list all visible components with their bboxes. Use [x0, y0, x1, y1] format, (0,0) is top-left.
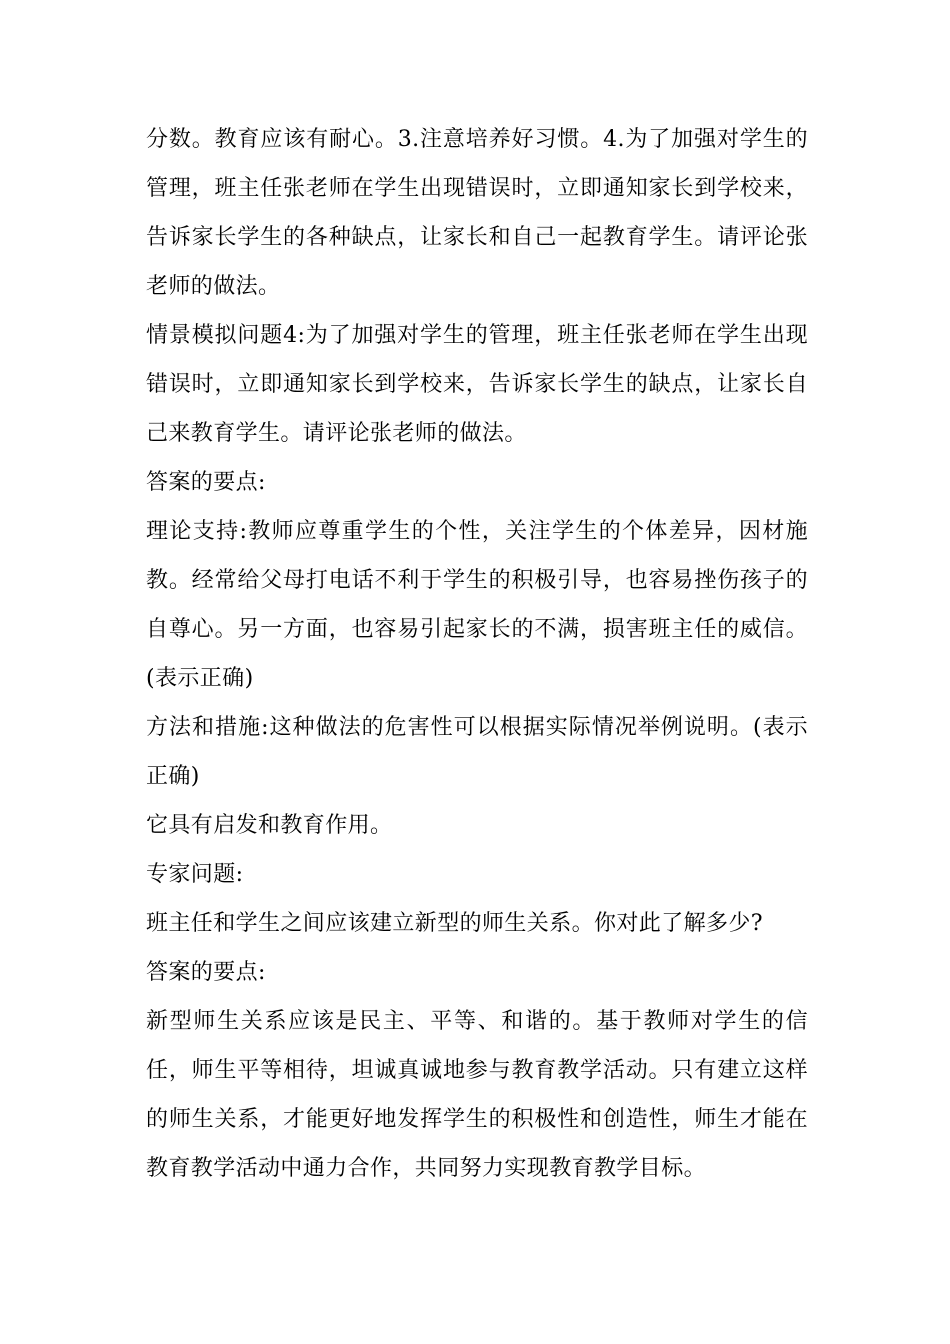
paragraph-scenario-question-4: 情景模拟问题4:为了加强对学生的管理，班主任张老师在学生出现错误时，立即通知家长到学校来，告诉家长学生的缺点，让家长自己来教育学生。请评论张老师的做法。: [146, 323, 808, 446]
paragraph-new-relationship: 新型师生关系应该是民主、平等、和谐的。基于教师对学生的信任，师生平等相待，坦诚真诚地参与教育教学活动。只有建立这样的师生关系，才能更好地发挥学生的积极性和创造性，师生才能在教育教学活动中通力合作，共同努力实现教育教学目标。: [146, 1009, 808, 1181]
paragraph-methods-measures: 方法和措施:这种做法的危害性可以根据实际情况举例说明。(表示正确): [146, 715, 808, 789]
paragraph-expert-question: 班主任和学生之间应该建立新型的师生关系。你对此了解多少?: [146, 911, 763, 936]
paragraph-answer-heading-2: 答案的要点:: [146, 960, 266, 985]
paragraph-theory-support: 理论支持:教师应尊重学生的个性，关注学生的个体差异，因材施教。经常给父母打电话不利于学生的积极引导，也容易挫伤孩子的自尊心。另一方面，也容易引起家长的不满，损害班主任的威信。(表示正确): [146, 519, 808, 691]
paragraph-answer-heading: 答案的要点:: [146, 470, 266, 495]
document-body: [146, 115, 808, 1193]
paragraph-expert-question-heading: 专家问题:: [146, 862, 244, 887]
paragraph-continuation: 分数。教育应该有耐心。3.注意培养好习惯。4.为了加强对学生的管理，班主任张老师在学生出现错误时，立即通知家长到学校来，告诉家长学生的各种缺点，让家长和自己一起教育学生。请评论张老师的做法。: [146, 127, 808, 299]
paragraph-inspiration: 它具有启发和教育作用。: [146, 813, 393, 838]
